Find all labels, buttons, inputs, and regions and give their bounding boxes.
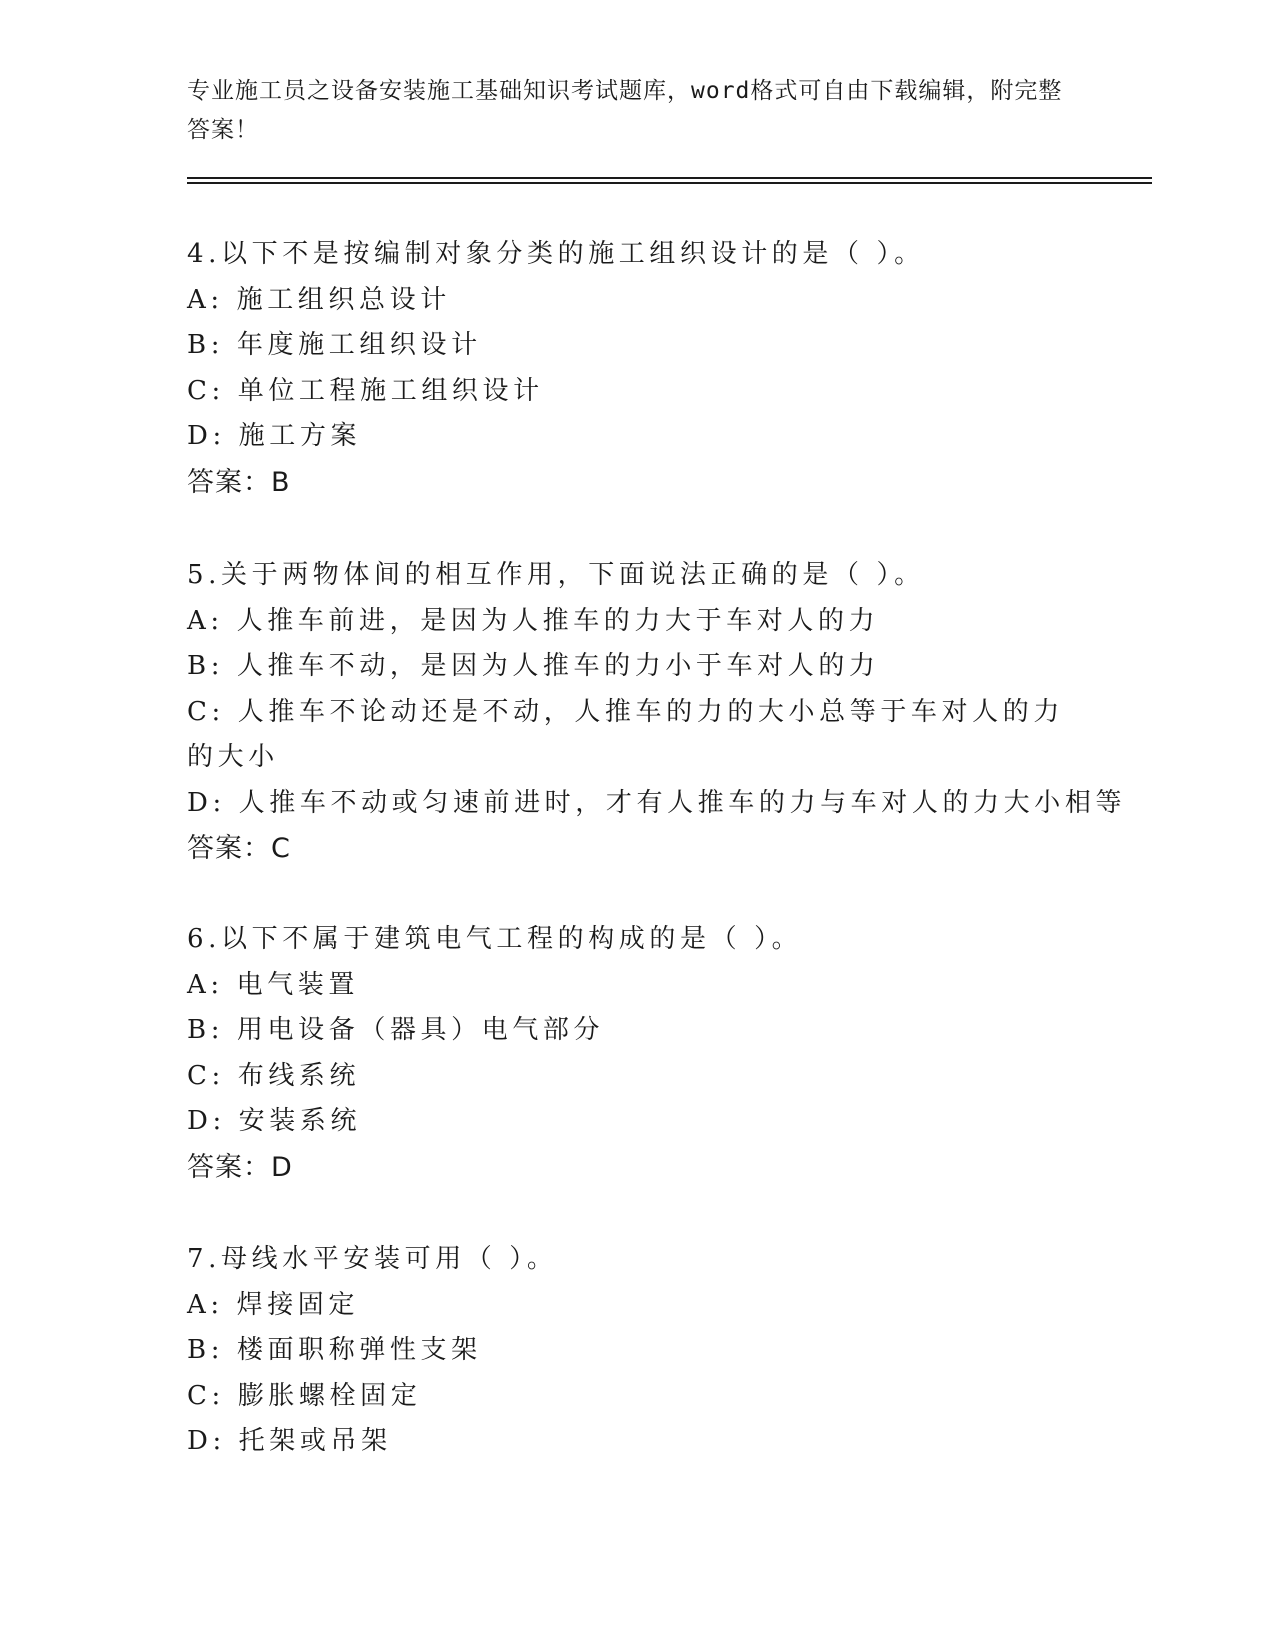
option-a: A: 人推车前进，是因为人推车的力大于车对人的力 [187,605,880,636]
option-b: B: 楼面职称弹性支架 [187,1335,482,1365]
option-a: A: 电气装置 [187,969,360,1000]
option-c: C: 单位工程施工组织设计 [187,375,544,406]
option-d: D: 人推车不动或匀速前进时，才有人推车的力与车对人的力大小相等 [187,787,1127,818]
option-d: D: 施工方案 [187,421,362,451]
question-6 [187,917,1087,1191]
option-b: B: 年度施工组织设计 [187,330,482,360]
option-b: B: 人推车不动，是因为人推车的力小于车对人的力 [187,651,880,681]
question-stem: 5.关于两物体间的相互作用，下面说法正确的是（ ）。 [187,560,925,590]
option-a: A: 焊接固定 [187,1289,360,1320]
question-stem: 4.以下不是按编制对象分类的施工组织设计的是（ ）。 [187,239,925,269]
header-divider-top [187,177,1152,179]
question-5 [187,553,1127,872]
option-a: A: 施工组织总设计 [187,284,451,315]
answer-label: 答案：D [187,1151,293,1183]
option-c: C: 人推车不论动还是不动，人推车的力的大小总等于车对人的力的大小 [187,696,1064,772]
answer-label: 答案：C [187,833,291,864]
answer-label: 答案：B [187,466,291,498]
document-header: 专业施工员之设备安装施工基础知识考试题库，word格式可自由下载编辑，附完整答案！ [187,78,1063,143]
header-divider-bottom [187,182,1152,184]
option-d: D: 托架或吊架 [187,1426,392,1456]
question-4 [187,232,1087,506]
option-d: D: 安装系统 [187,1106,362,1136]
option-b: B: 用电设备（器具）电气部分 [187,1015,605,1045]
question-stem: 6.以下不属于建筑电气工程的构成的是（ ）。 [187,924,803,954]
question-7 [187,1237,1087,1465]
option-c: C: 膨胀螺栓固定 [187,1380,422,1411]
question-stem: 7.母线水平安装可用（ ）。 [187,1244,558,1274]
option-c: C: 布线系统 [187,1060,361,1091]
